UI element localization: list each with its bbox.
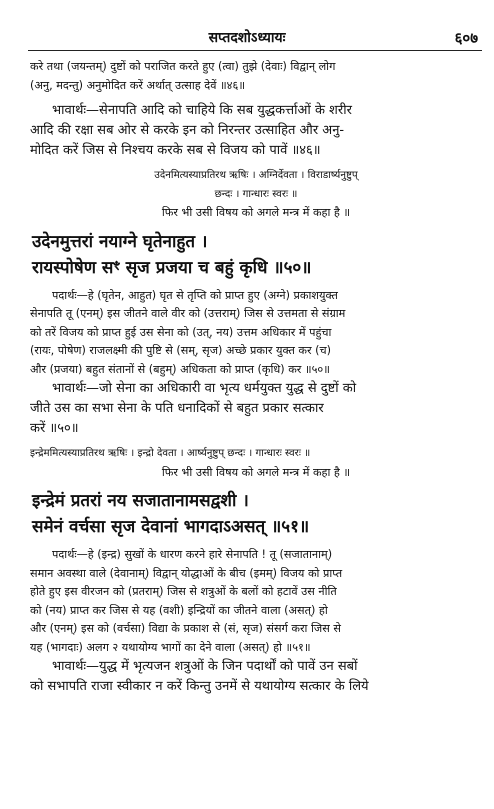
chapter-title: सप्तदशोऽध्यायः — [208, 30, 286, 46]
text-line: यह (भागदाः) अलग २ यथायोग्य भागों का देने वाला (असत्) हो ॥५१॥ — [30, 640, 311, 654]
text-line: मोदित करें जिस से निश्चय करके सब से विजय को पावें ॥४६॥ — [30, 143, 321, 158]
text-line: भावार्थः—युद्ध में भृत्यजन शत्रुओं के जिन पदार्थों को पावें उन सबों — [52, 659, 358, 674]
text-line: होते हुए इस वीरजन को (प्रतराम्) जिस से शत्रुओं के बलों को हटावें उस नीति — [30, 585, 337, 598]
text-line: को (नय) प्राप्त कर जिस से यह (वशी) इन्द्रियों का जीतने वाला (असत्) हो — [30, 603, 328, 617]
mantra-line: समेनं वर्चसा सृज देवानां भागदाऽअसत् ॥५१॥ — [32, 517, 310, 537]
text-line: करें ॥५०॥ — [30, 421, 79, 436]
text-line: और (प्रजया) बहुत संतानों से (बहुम्) अधिकता को प्राप्त (कृधि) कर ॥५०॥ — [30, 362, 330, 376]
page-number: ६०७ — [454, 29, 478, 47]
text-line: पदार्थः—हे (इन्द्र) सुखों के धारण करने हारे सेनापति ! तू (सजातानाम्) — [52, 548, 333, 561]
text-line: जीते उस का सभा सेना के पति धनादिकों से बहुत प्रकार सत्कार — [30, 401, 324, 416]
text-line: (रायः, पोषेण) राजलक्ष्मी की पुष्टि से (सम्, सृज) अच्छे प्रकार युक्त कर (च) — [30, 344, 331, 357]
text-line: भावार्थः—जो सेना का अधिकारी वा भृत्य धर्मयुक्त युद्ध से दुष्टों को — [52, 381, 357, 396]
text-line: समान अवस्था वाले (देवानाम्) विद्वान् योद्धाओं के बीच (इमम्) विजय को प्राप्त — [30, 566, 343, 580]
text-line: भावार्थः—सेनापति आदि को चाहिये कि सब युद्धकर्त्ताओं के शरीर — [52, 103, 352, 118]
mantra-line: रायस्पोषेण सꣳ सृज प्रजया च बहुं कृधि ॥५०॥ — [32, 257, 312, 278]
page-body — [30, 58, 482, 697]
mantra-line: इन्द्रेमं प्रतरां नय सजातानामसद्वशी । — [32, 491, 249, 511]
text-line: आदि की रक्षा सब ओर से करके इन को निरन्तर उत्साहित और अनु- — [30, 123, 345, 138]
text-line: इन्द्रेममित्यस्याप्रतिरथ ऋषिः । इन्द्रो देवता । आर्ष्यनुष्टुप् छन्दः । गान्धारः स्वरः ॥ — [30, 448, 311, 459]
text-line: (अनु, मदन्तु) अनुमोदित करें अर्थात् उत्साह देवें ॥४६॥ — [30, 78, 246, 92]
text-line: सेनापति तू (एनम्) इस जीतने वाले वीर को (उत्तराम्) जिस से उत्तमता से संग्राम — [30, 307, 346, 320]
mantra-line: उदेनमुत्तरां नयाग्ने घृतेनाहुत । — [32, 231, 208, 252]
text-line: उदेनमित्यस्याप्रतिरथ ऋषिः । अग्निर्देवता । विराडार्ष्यनुष्टुप् — [154, 170, 358, 181]
text-line: को सभापति राजा स्वीकार न करें किन्तु उनमें से यथायोग्य सत्कार के लिये — [30, 679, 369, 694]
page-header — [0, 28, 494, 48]
text-line: फिर भी उसी विषय को अगले मन्त्र में कहा है ॥ — [161, 206, 351, 219]
text-line: पदार्थः—हे (घृतेन, आहुत) घृत से तृप्ति को प्राप्त हुए (अग्ने) प्रकाशयुक्त — [52, 288, 338, 302]
text-line: करे तथा (जयन्तम्) दुष्टों को पराजित करते हुए (त्वा) तुझे (देवाः) विद्वान् लोग — [30, 60, 336, 73]
text-line: को तरें विजय को प्राप्त हुई उस सेना को (उत्, नय) उत्तम अधिकार में पहुंचा — [30, 325, 332, 339]
text-line: छन्दः । गान्धारः स्वरः ॥ — [214, 188, 298, 200]
text-line: और (एनम्) इस को (वर्चसा) विद्या के प्रकाश से (सं, सृज) संसर्ग करा जिस से — [30, 622, 341, 635]
text-line: फिर भी उसी विषय को अगले मन्त्र में कहा है ॥ — [161, 465, 351, 479]
header-rule — [28, 50, 482, 51]
